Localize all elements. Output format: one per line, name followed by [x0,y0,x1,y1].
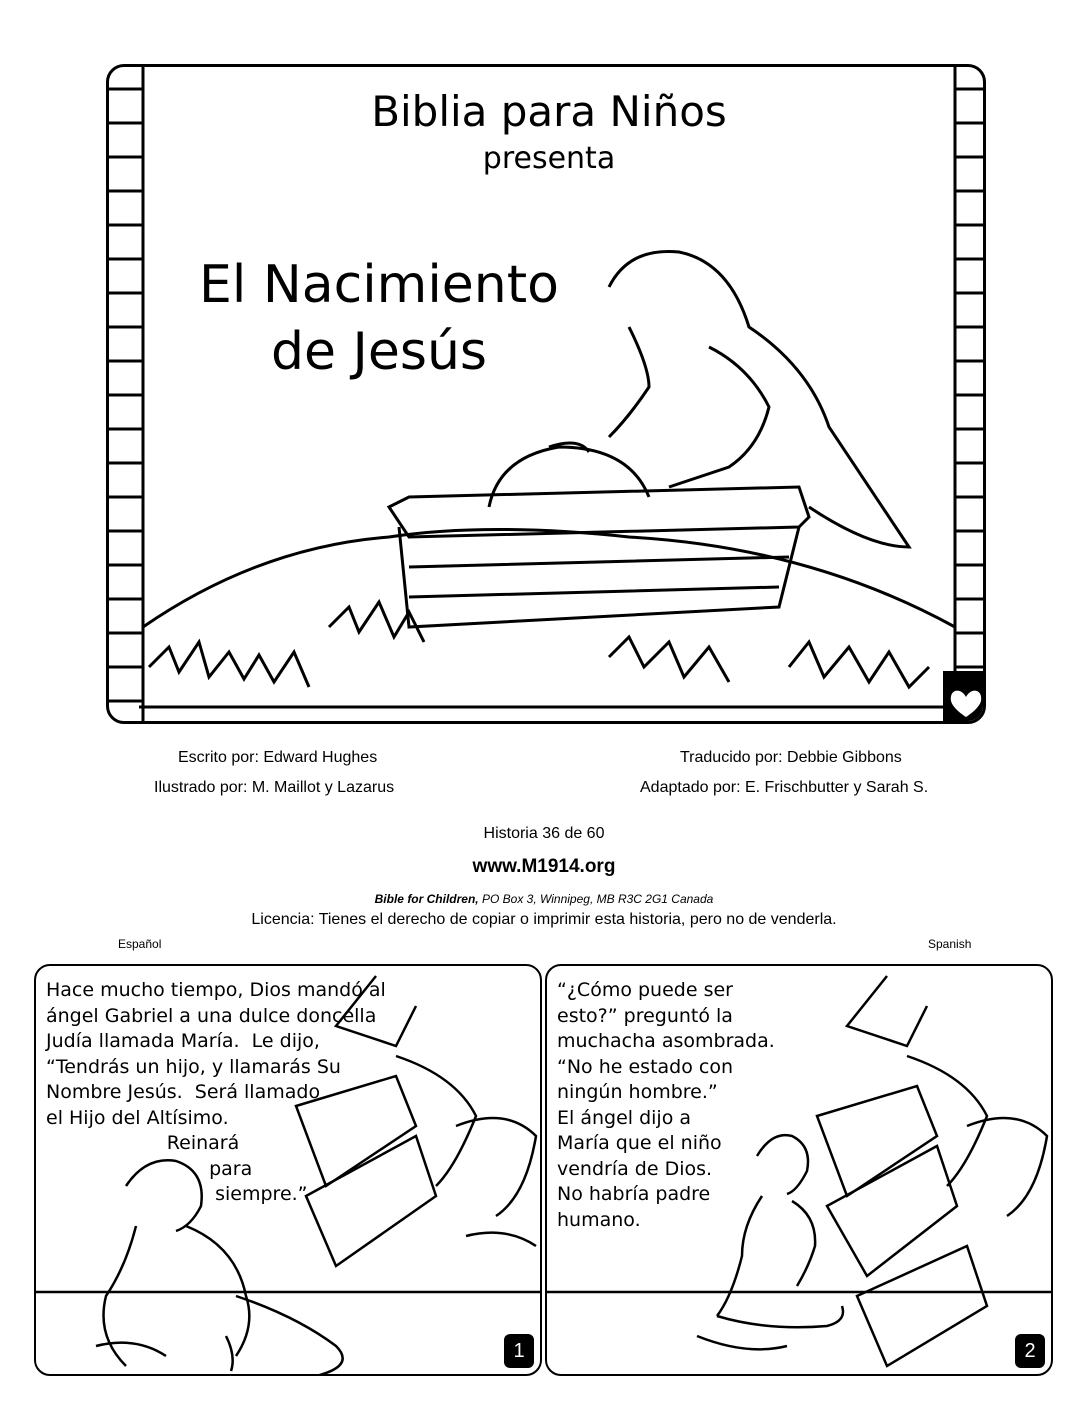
adapted-by: Adaptado por: E. Frischbutter y Sarah S. [640,779,929,796]
book-title-line2: de Jesús [271,322,487,382]
story-number: Historia 36 de 60 [483,825,605,842]
panel-1-number: 1 [504,1334,534,1368]
written-by: Escrito por: Edward Hughes [178,749,378,766]
cover-frame [106,64,986,724]
panel-1-text: Hace mucho tiempo, Dios mandó al ángel Gabriel a una dulce doncella Judía llamada María. Le dijo, “Tendrás un hijo, y llamarás Su Nombre Jesús. Será llamado el Hijo del Altísimo. Reinará para siempre.” [46,979,386,1205]
language-label-right: Spanish [928,937,972,951]
license-text: Licencia: Tienes el derecho de copiar o imprimir esta historia, pero no de venderla. [251,911,837,928]
series-title: Biblia para Niños [371,87,727,136]
translated-by: Traducido por: Debbie Gibbons [680,749,902,766]
panel-2-number: 2 [1015,1334,1045,1368]
publisher-address [0,892,1088,906]
panel-2-text: “¿Cómo puede ser esto?” preguntó la muchacha asombrada. “No he estado con ningún hombre.” El ángel dijo a María que el niño vendría de Dios. No habría padre humano. [557,979,775,1231]
illustrated-by: Ilustrado por: M. Maillot y Lazarus [154,779,395,796]
address-text: PO Box 3, Winnipeg, MB R3C 2G1 Canada [478,892,714,906]
language-label-left: Español [118,937,162,951]
panel-2 [545,964,1053,1376]
book-title-line1: El Nacimiento [199,255,559,315]
panel-1 [34,964,542,1376]
publisher-name: Bible for Children, [374,892,479,906]
website-link[interactable]: www.M1914.org [472,856,616,877]
presents-text: presenta [482,141,616,176]
